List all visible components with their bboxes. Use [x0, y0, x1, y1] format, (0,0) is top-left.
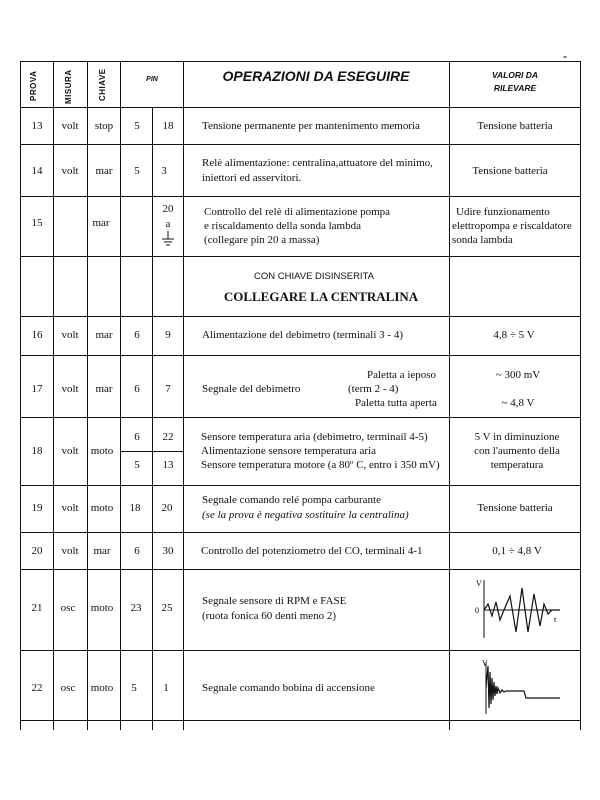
graph-v-label: V [476, 579, 482, 588]
row-18-operation-2: Alimentazione sensore temperatura aria [201, 445, 377, 457]
row-20-pin2: 30 [162, 545, 174, 557]
row-21-misura: osc [60, 602, 76, 614]
graph-v-label: V [482, 659, 488, 668]
row-18-value-3: temperatura [490, 459, 544, 471]
row-14-operation-2: iniettori ed asservitori. [202, 172, 302, 184]
row-18-pin1-a: 6 [134, 431, 140, 443]
row-divider [20, 650, 580, 651]
section-line-2: COLLEGARE LA CENTRALINA [223, 289, 419, 304]
row-17-pin2: 7 [165, 383, 171, 395]
row-17-chiave: mar [95, 383, 113, 395]
row-15-operation-1: Controllo del relè di alimentazione pompa [204, 206, 391, 218]
col-divider [53, 61, 54, 730]
header-prova: PROVA [29, 70, 38, 101]
row-16-num: 16 [31, 329, 43, 341]
row-divider [20, 532, 580, 533]
row-22-pin1: 5 [131, 682, 137, 694]
row-17-operation-main: Segnale del debimetro [202, 383, 301, 395]
row-15-value-3: sonda lambda [452, 234, 513, 246]
row-16-pin2: 9 [165, 329, 171, 341]
row-divider [20, 720, 580, 721]
row-17-value-2: ~ 4,8 V [501, 397, 535, 409]
row-divider [20, 355, 580, 356]
ignition-waveform-trace [486, 666, 560, 708]
row-19-pin1: 18 [129, 502, 141, 514]
row-16-chiave: mar [95, 329, 113, 341]
row-13-misura: volt [61, 120, 79, 132]
header-misura: MISURA [64, 69, 73, 104]
row-19-operation-2: (se la prova è negativa sostituire la centralina) [202, 509, 409, 521]
row-divider [20, 417, 580, 418]
row-22-chiave: moto [90, 682, 114, 694]
row-17-misura: volt [61, 383, 79, 395]
row-20-value: 0,1 ÷ 4,8 V [492, 545, 542, 557]
table-left-border [20, 61, 21, 730]
section-line-1: CON CHIAVE DISINSERITA [254, 271, 374, 282]
row-21-pin1: 23 [130, 602, 142, 614]
row-18-pin2-b: 13 [162, 459, 174, 471]
row-15-value-1: Udire funzionamento [456, 206, 550, 218]
row-13-pin1: 5 [134, 120, 140, 132]
row-17-pin1: 6 [134, 383, 140, 395]
row-14-num: 14 [31, 165, 43, 177]
table-top-border [20, 61, 580, 62]
row-15-num: 15 [31, 217, 43, 229]
header-operazioni: OPERAZIONI DA ESEGUIRE [222, 68, 410, 84]
header-pin: PIN [146, 76, 158, 83]
graph-t-label: t [554, 615, 557, 624]
row-16-pin1: 6 [134, 329, 140, 341]
row-divider [20, 256, 580, 257]
row-14-value: Tensione batteria [472, 165, 548, 177]
row-13-operation: Tensione permanente per mantenimento memoria [202, 120, 420, 132]
row-divider [20, 485, 580, 486]
row-20-num: 20 [31, 545, 43, 557]
row-17-operation-term: (term 2 - 4) [348, 383, 399, 395]
row-21-operation-1: Segnale sensore di RPM e FASE [202, 595, 347, 607]
col-divider [449, 61, 450, 730]
row-19-pin2: 20 [161, 502, 173, 514]
pin-col-divider [152, 107, 153, 730]
row-13-pin2: 18 [162, 120, 174, 132]
row-21-operation-2: (ruota fonica 60 denti meno 2) [202, 610, 337, 622]
row-divider [20, 196, 580, 197]
row-22-num: 22 [31, 682, 43, 694]
row-14-misura: volt [61, 165, 79, 177]
row-19-misura: volt [61, 502, 79, 514]
col-divider [183, 61, 184, 730]
row-18-operation-1: Sensore temperatura aria (debimetro, terminail 4-5) [201, 431, 428, 443]
row-15-operation-2: e riscaldamento della sonda lambda [204, 220, 361, 232]
row-21-num: 21 [31, 602, 43, 614]
row-16-misura: volt [61, 329, 79, 341]
header-valori-1: VALORI DA [491, 70, 539, 80]
row-14-pin1: 5 [134, 165, 140, 177]
row-17-operation-a: Paletta a ieposo [367, 369, 437, 381]
row-13-chiave: stop [94, 120, 114, 132]
header-bottom-border [20, 107, 580, 108]
row-19-chiave: moto [90, 502, 114, 514]
row-divider [20, 316, 580, 317]
row-15-pin2-1: 20 [162, 203, 174, 215]
col-divider [87, 61, 88, 730]
graph-zero-label: 0 [475, 606, 479, 615]
row-14-pin2: 3 [161, 165, 167, 177]
row-18-pin1-b: 5 [134, 459, 140, 471]
row-18-value-2: con l'aumento della [474, 445, 560, 457]
row-19-num: 19 [31, 502, 43, 514]
row-18-value-1: 5 V in diminuzione [474, 431, 560, 443]
row-13-num: 13 [31, 120, 43, 132]
row-16-operation: Alimentazione del debimetro (terminali 3 - 4) [202, 329, 403, 341]
row-21-chiave: moto [90, 602, 114, 614]
row-20-misura: volt [61, 545, 79, 557]
row-15-pin2-2: a [165, 218, 171, 230]
row-14-chiave: mar [95, 165, 113, 177]
row-20-chiave: mar [93, 545, 111, 557]
header-valori-2: RILEVARE [493, 83, 537, 93]
row-19-operation-1: Segnale comando relé pompa carburante [202, 494, 381, 506]
row-17-value-1: ~ 300 mV [495, 369, 541, 381]
row-18-operation-3: Sensore temperatura motore (a 80º C, entro i 350 mV) [201, 459, 440, 471]
row-20-operation: Controllo del potenziometro del CO, terminali 4-1 [201, 545, 423, 557]
ignition-coil-waveform-graph [476, 656, 564, 718]
row-19-value: Tensione batteria [477, 502, 553, 514]
col-divider [120, 61, 121, 730]
row-17-operation-b: Paletta tutta aperta [355, 397, 437, 409]
rpm-waveform-graph [472, 574, 564, 644]
row-22-pin2: 1 [163, 682, 169, 694]
row-16-value: 4,8 ÷ 5 V [493, 329, 535, 341]
header-chiave: CHIAVE [98, 68, 107, 101]
page-mark [563, 56, 567, 58]
row-divider [20, 144, 580, 145]
row-15-value-2: elettropompa e riscaldatore [452, 220, 572, 232]
row-17-num: 17 [31, 383, 43, 395]
row-14-operation-1: Relè alimentazione: centralina,attuatore del minimo, [202, 157, 433, 169]
row-18-num: 18 [31, 445, 43, 457]
row-18-pin2-a: 22 [162, 431, 174, 443]
row-15-operation-3: (collegare pin 20 a massa) [204, 234, 320, 246]
ground-symbol-icon [161, 231, 175, 247]
table-right-border [580, 61, 581, 730]
row-18-misura: volt [61, 445, 79, 457]
row-13-value: Tensione batteria [477, 120, 553, 132]
row-divider [20, 569, 580, 570]
row-20-pin1: 6 [134, 545, 140, 557]
row-22-misura: osc [60, 682, 76, 694]
row-15-chiave: mar [92, 217, 110, 229]
row-21-pin2: 25 [161, 602, 173, 614]
row-18-chiave: moto [90, 445, 114, 457]
row-22-operation: Segnale comando bobina di accensione [202, 682, 375, 694]
